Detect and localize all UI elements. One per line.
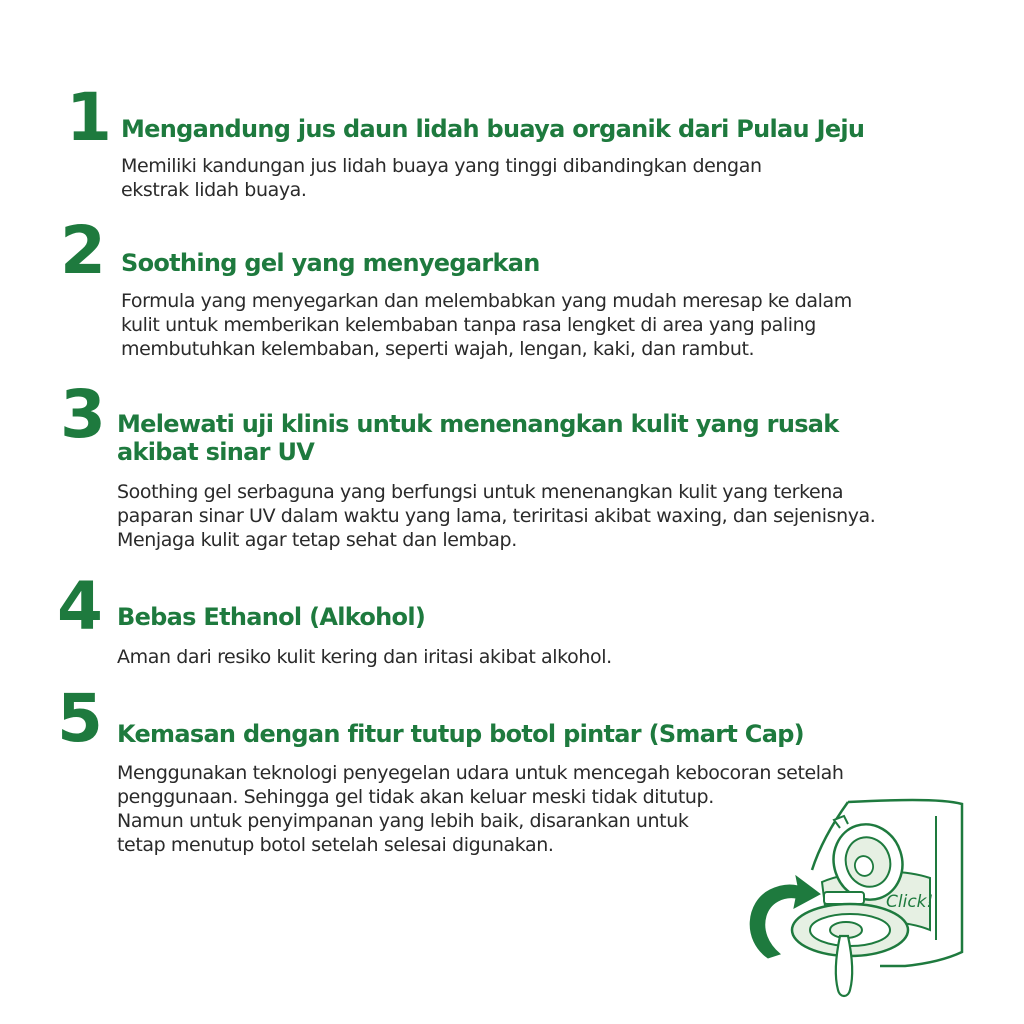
feature-title <box>121 249 540 277</box>
feature-description <box>121 154 762 202</box>
feature-description-line: penggunaan. Sehingga gel tidak akan keluar meski tidak ditutup. <box>117 786 714 808</box>
feature-number: 2 <box>60 212 105 289</box>
feature-description-line: Namun untuk penyimpanan yang lebih baik, disarankan untuk <box>117 810 689 832</box>
feature-description <box>117 645 612 669</box>
feature-description-line: membutuhkan kelembaban, seperti wajah, lengan, kaki, dan rambut. <box>121 338 755 360</box>
feature-description-line: Menggunakan teknologi penyegelan udara untuk mencegah kebocoran setelah <box>117 762 844 784</box>
feature-number: 4 <box>57 568 102 645</box>
feature-description-line: Formula yang menyegarkan dan melembabkan yang mudah meresap ke dalam <box>121 290 852 312</box>
feature-title-line: Soothing gel yang menyegarkan <box>121 249 540 277</box>
feature-number: 1 <box>66 79 111 156</box>
smart-cap-bottle-icon <box>740 790 970 1005</box>
feature-description <box>121 289 852 361</box>
feature-description-line: kulit untuk memberikan kelembaban tanpa rasa lengket di area yang paling <box>121 314 816 336</box>
feature-title-line: Mengandung jus daun lidah buaya organik dari Pulau Jeju <box>121 115 865 143</box>
feature-description-line: Aman dari resiko kulit kering dan iritasi akibat alkohol. <box>117 646 612 668</box>
feature-title <box>117 720 804 748</box>
gel-drop <box>836 936 852 996</box>
feature-description-line: tetap menutup botol setelah selesai digunakan. <box>117 834 554 856</box>
smart-cap-illustration <box>740 790 970 1005</box>
feature-title <box>117 410 839 466</box>
feature-number: 5 <box>57 680 102 757</box>
feature-description-line: Menjaga kulit agar tetap sehat dan lembap. <box>117 529 517 551</box>
feature-title-line: akibat sinar UV <box>117 438 315 466</box>
feature-title <box>121 115 864 143</box>
feature-description-line: Soothing gel serbaguna yang berfungsi untuk menenangkan kulit yang terkena <box>117 481 844 503</box>
feature-title-line: Melewati uji klinis untuk menenangkan kulit yang rusak <box>117 410 839 438</box>
feature-title-line: Kemasan dengan fitur tutup botol pintar (Smart Cap) <box>117 720 804 748</box>
feature-description-line: ekstrak lidah buaya. <box>121 179 307 201</box>
feature-description-line: Memiliki kandungan jus lidah buaya yang tinggi dibandingkan dengan <box>121 155 762 177</box>
feature-number: 3 <box>60 376 105 453</box>
feature-title <box>117 603 425 631</box>
feature-description-line: paparan sinar UV dalam waktu yang lama, teriritasi akibat waxing, dan sejenisnya. <box>117 505 876 527</box>
feature-description <box>117 480 875 552</box>
feature-description <box>117 761 844 857</box>
click-label: Click! <box>886 892 934 912</box>
feature-title-line: Bebas Ethanol (Alkohol) <box>117 603 426 631</box>
